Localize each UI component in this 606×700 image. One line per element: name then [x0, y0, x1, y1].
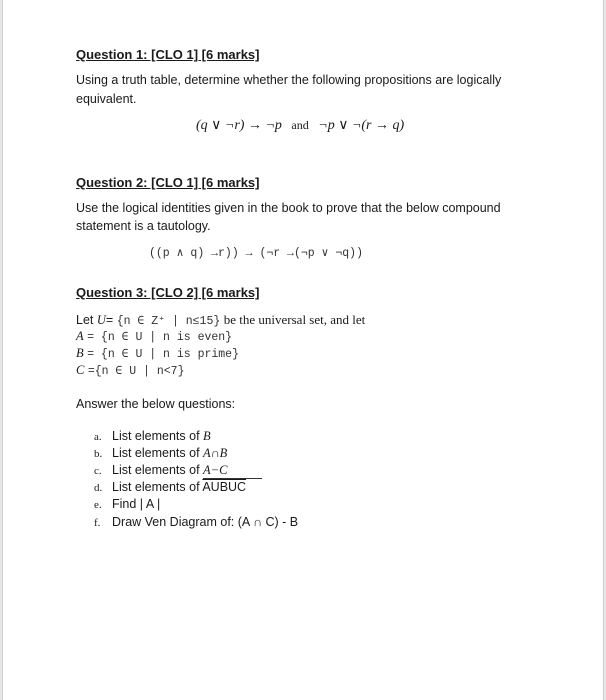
formula-right: ¬p ∨ ¬(r → q)	[318, 118, 405, 133]
item-math: A∩B	[203, 446, 228, 460]
let-equals: =	[105, 313, 114, 327]
list-item	[94, 463, 262, 479]
universal-set-line	[76, 312, 365, 328]
item-math: (A ∩ C) - B	[237, 515, 299, 529]
list-item	[94, 497, 160, 511]
question-1-formula	[196, 117, 404, 134]
question-2-formula: ((p ∧ q) →r)) → (¬r →(¬p ∨ ¬q))	[149, 247, 363, 260]
answer-prompt: Answer the below questions:	[76, 397, 236, 411]
universal-set-definition: {n ∈ Z⁺ | n≤15}	[116, 315, 221, 328]
item-math: A−C	[203, 463, 262, 479]
set-a-line	[76, 329, 232, 344]
set-c-definition: ={n ∈ U | n<7}	[87, 365, 185, 378]
question-1-heading: Question 1: [CLO 1] [6 marks]	[76, 47, 260, 62]
set-c-line	[76, 363, 184, 378]
item-math: B	[203, 429, 211, 443]
formula-and: and	[291, 118, 309, 132]
item-text: List elements of	[112, 480, 203, 494]
list-item	[94, 515, 298, 529]
item-letter: b.	[94, 448, 103, 460]
set-b-name: B	[76, 346, 84, 360]
set-a-definition: = {n ∈ U | n is even}	[87, 331, 233, 344]
document-page	[2, 0, 604, 700]
list-item	[94, 446, 227, 461]
question-1-text-line-2: equivalent.	[76, 92, 137, 106]
set-b-line	[76, 346, 239, 361]
set-c-name: C	[76, 363, 85, 377]
question-2-heading: Question 2: [CLO 1] [6 marks]	[76, 175, 260, 190]
question-2-text-line-1: Use the logical identities given in the book to prove that the below compound	[76, 201, 501, 215]
question-3-heading: Question 3: [CLO 2] [6 marks]	[76, 285, 260, 300]
item-text: List elements of	[112, 446, 204, 460]
let-prefix: Let	[76, 313, 94, 327]
item-letter: a.	[94, 431, 102, 443]
list-item	[94, 480, 246, 494]
question-1-text-line-1: Using a truth table, determine whether the following propositions are logically	[76, 73, 502, 87]
item-letter: d.	[94, 482, 103, 494]
let-suffix: be the universal set, and let	[223, 312, 366, 327]
formula-left: (q ∨ ¬r) → ¬p	[196, 118, 282, 133]
item-text: Draw Ven Diagram of:	[112, 515, 238, 529]
list-item	[94, 429, 211, 444]
item-letter: c.	[94, 465, 102, 477]
item-text: Find	[112, 497, 140, 511]
question-2-text-line-2: statement is a tautology.	[76, 219, 211, 233]
item-text: List elements of	[112, 429, 204, 443]
item-letter: f.	[94, 517, 101, 529]
item-math: | A |	[139, 497, 161, 511]
set-a-name: A	[76, 329, 84, 343]
set-b-definition: = {n ∈ U | n is prime}	[87, 348, 239, 361]
universal-set-symbol: U	[96, 313, 106, 327]
item-letter: e.	[94, 499, 102, 511]
item-math: AUBUC	[202, 480, 247, 494]
item-text: List elements of	[112, 463, 204, 477]
